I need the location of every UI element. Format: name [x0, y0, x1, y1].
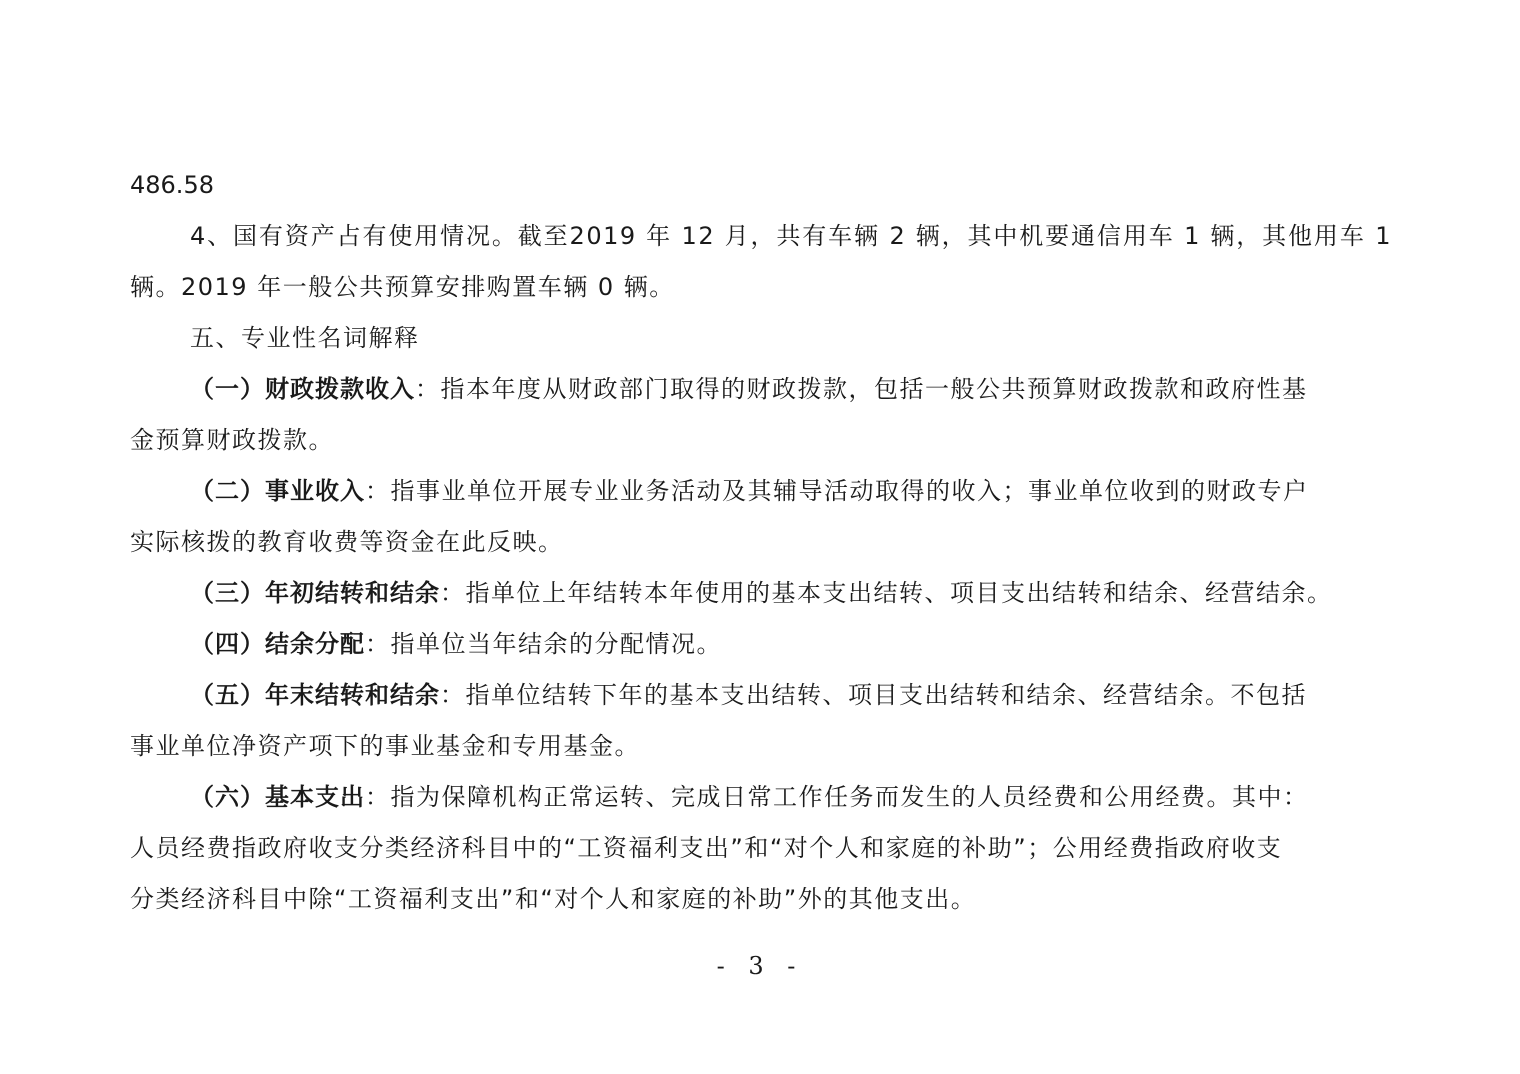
definition-text: ：指单位当年结余的分配情况。	[365, 630, 722, 658]
definition-text: ：指为保障机构正常运转、完成日常工作任务而发生的人员经费和公用经费。其中：	[365, 783, 1309, 811]
definition-text: ：指事业单位开展专业业务活动及其辅导活动取得的收入；事业单位收到的财政专户	[365, 477, 1309, 505]
definition-6-cont2: 分类经济科目中除“工资福利支出”和“对个人和家庭的补助”外的其他支出。	[130, 885, 977, 913]
definition-term: （五）年末结转和结余	[190, 681, 440, 709]
definition-6-cont1: 人员经费指政府收支分类经济科目中的“工资福利支出”和“对个人和家庭的补助”；公用经费指政府收支	[130, 834, 1283, 862]
definition-term: （三）年初结转和结余	[190, 579, 440, 607]
definition-1	[130, 364, 1392, 415]
definition-5-cont: 事业单位净资产项下的事业基金和专用基金。	[130, 732, 640, 760]
definition-text: ：指单位上年结转本年使用的基本支出结转、项目支出结转和结余、经营结余。	[440, 579, 1333, 607]
document-body	[130, 160, 1392, 925]
definition-4	[130, 619, 1392, 670]
definition-text: ：指本年度从财政部门取得的财政拨款，包括一般公共预算财政拨款和政府性基	[415, 375, 1308, 403]
definition-term: （一）财政拨款收入	[190, 375, 415, 403]
carryover-number: 486.58	[130, 171, 214, 199]
definition-term: （四）结余分配	[190, 630, 365, 658]
section-heading: 五、专业性名词解释	[190, 324, 420, 352]
paragraph-assets-line2: 辆。2019 年一般公共预算安排购置车辆 0 辆。	[130, 273, 675, 301]
definition-2-cont: 实际核拨的教育收费等资金在此反映。	[130, 528, 564, 556]
definition-term: （六）基本支出	[190, 783, 365, 811]
definition-3	[130, 568, 1392, 619]
definition-text: ：指单位结转下年的基本支出结转、项目支出结转和结余、经营结余。不包括	[440, 681, 1307, 709]
page-number: - 3 -	[716, 952, 804, 980]
paragraph-assets-line1: 4、国有资产占有使用情况。截至2019 年 12 月，共有车辆 2 辆，其中机要通信用车 1 辆，其他用车 1	[190, 222, 1392, 250]
definition-1-cont: 金预算财政拨款。	[130, 426, 334, 454]
definition-term: （二）事业收入	[190, 477, 365, 505]
definition-6	[130, 772, 1392, 823]
definition-2	[130, 466, 1392, 517]
definition-5	[130, 670, 1392, 721]
